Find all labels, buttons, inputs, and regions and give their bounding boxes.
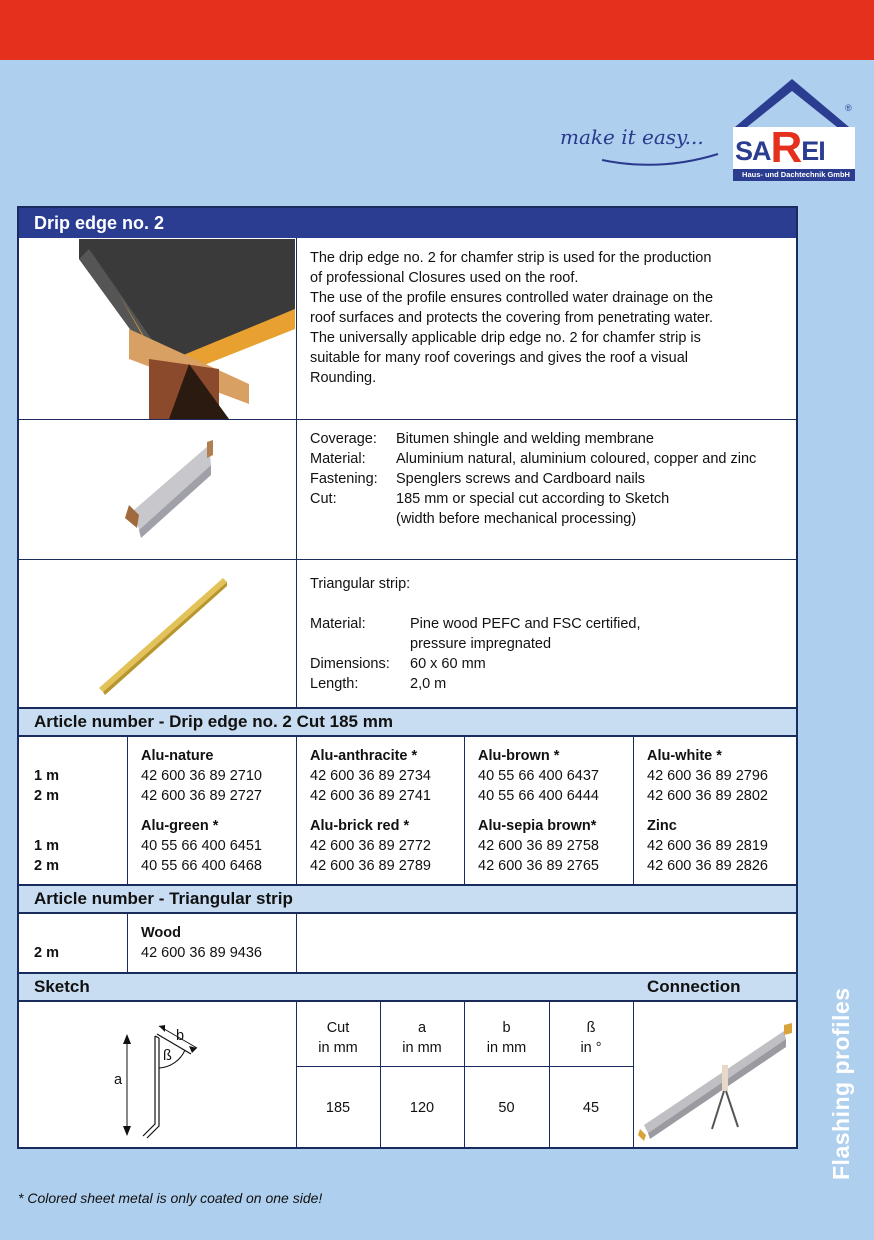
drip-edge-profile-image — [19, 420, 295, 559]
strip-specs: Triangular strip: Material: Pine wood PEFC and FSC certified, pressure impregnated Dimensions: 60 x 60 mm Length: 2,0 m — [310, 576, 641, 692]
hdr-b: b in mm — [486, 1020, 527, 1056]
product-description: The drip edge no. 2 for chamfer strip is used for the production of professional Closures used on the roof. The use of the profile ensures controlled water drainage on the roof surfaces and protects the covering from penetrating water. The universally applicable drip edge no. 2 for chamfer strip is suitable for many roof coverings and gives the roof a visual Rounding. — [310, 250, 714, 386]
product-title: Drip edge no. 2 — [19, 208, 796, 238]
connection-label: Connection — [647, 977, 741, 996]
article-alu-white: Alu-white * 42 600 36 89 2796 42 600 36 89 2802 — [647, 748, 768, 804]
sketch-header: Sketch Connection — [19, 972, 796, 1002]
connection-image — [634, 1003, 796, 1147]
article-alu-sepia-brown: Alu-sepia brown* 42 600 36 89 2758 42 600 36 89 2765 — [478, 818, 599, 874]
sketch-label-a: a — [114, 1072, 123, 1088]
triangular-length: 2 m — [34, 945, 59, 961]
value-cut: 185 — [325, 1100, 351, 1116]
articles-header: Article number - Drip edge no. 2 Cut 185 mm — [19, 707, 796, 737]
product-specs: Coverage: Bitumen shingle and welding membrane Material: Aluminium natural, aluminium coloured, copper and zinc Fastening: Spenglers screws and Cardboard nails Cut: 185 mm or special cut according to Sketch (width before mechanical processing) — [310, 431, 757, 527]
article-alu-green: Alu-green * 40 55 66 400 6451 40 55 66 400 6468 — [141, 818, 262, 874]
article-zinc: Zinc 42 600 36 89 2819 42 600 36 89 2826 — [647, 818, 768, 874]
triangular-strip-image — [19, 560, 295, 707]
side-label: Flashing profiles — [828, 987, 854, 1180]
len-2m-a: 2 m — [34, 788, 59, 804]
product-panel — [17, 206, 798, 1149]
article-alu-nature: Alu-nature 42 600 36 89 2710 42 600 36 89 2727 — [141, 748, 262, 804]
len-1m-b: 1 m — [34, 838, 59, 854]
logo-subtitle: Haus- und Dachtechnik GmbH — [742, 170, 850, 179]
article-alu-brown: Alu-brown * 40 55 66 400 6437 40 55 66 400 6444 — [478, 748, 599, 804]
sarei-logo — [727, 75, 857, 185]
hdr-beta: ß in ° — [580, 1020, 602, 1056]
triangular-header: Article number - Triangular strip — [19, 884, 796, 914]
sketch-label-b: b — [176, 1028, 185, 1044]
logo-text-right: EI — [801, 136, 825, 166]
value-b: 50 — [498, 1100, 515, 1116]
sketch-label-beta: ß — [163, 1048, 172, 1064]
top-red-bar — [0, 0, 874, 60]
hdr-cut: Cut in mm — [318, 1020, 358, 1056]
value-beta: 45 — [582, 1100, 600, 1116]
value-a: 120 — [409, 1100, 435, 1116]
article-wood: Wood 42 600 36 89 9436 — [141, 925, 262, 961]
roof-edge-image — [19, 239, 295, 419]
logo-text-left: SA — [735, 136, 771, 166]
len-2m-b: 2 m — [34, 858, 59, 874]
logo-text-mid: R — [770, 123, 802, 172]
article-alu-anthracite: Alu-anthracite * 42 600 36 89 2734 42 600 36 89 2741 — [310, 748, 431, 804]
tagline: make it easy... — [560, 125, 704, 149]
len-1m-a: 1 m — [34, 768, 59, 784]
hdr-a: a in mm — [402, 1020, 442, 1056]
registered-mark: ® — [845, 103, 852, 113]
swoosh-graphic — [600, 150, 720, 170]
article-alu-brick-red: Alu-brick red * 42 600 36 89 2772 42 600 36 89 2789 — [310, 818, 431, 874]
footnote: * Colored sheet metal is only coated on one side! — [18, 1190, 323, 1206]
